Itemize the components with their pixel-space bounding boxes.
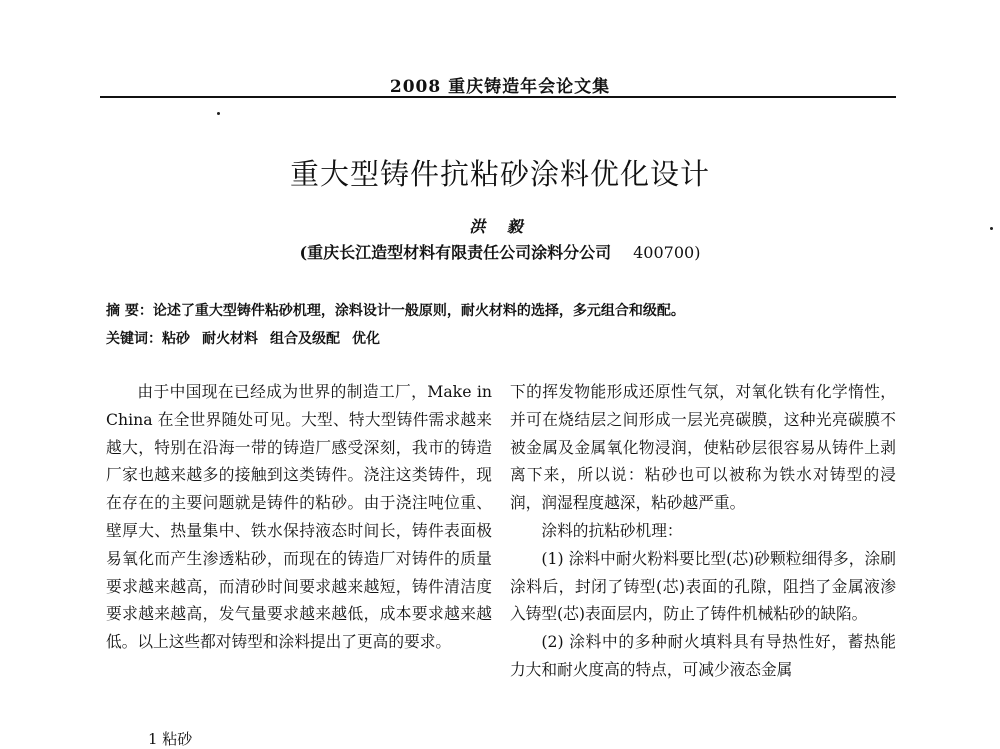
scan-speck — [217, 112, 220, 115]
keywords — [106, 328, 906, 348]
cut-off-section-heading: 1 粘砂 — [148, 730, 193, 748]
affiliation-text: (重庆长江造型材料有限责任公司涂料分公司 — [299, 243, 612, 262]
body-paragraph: 涂料的抗粘砂机理： — [541, 520, 683, 540]
keyword: 优化 — [352, 331, 380, 347]
body-left-column — [106, 378, 492, 656]
keyword: 粘砂 — [162, 331, 190, 347]
abstract-text: 论述了重大型铸件粘砂机理，涂料设计一般原则，耐火材料的选择，多元组合和级配。 — [152, 303, 685, 319]
abstract — [106, 300, 906, 320]
keyword: 耐火材料 — [202, 331, 258, 347]
body-paragraph-continued: 下的挥发物能形成还原性气氛，对氧化铁有化学惰性，并可在烧结层之间形成一层光亮碳膜，这种光亮碳膜不被金属及金属氧化物浸润，使粘砂层很容易从铸件上剥离下来，所以说：粘砂也可以被称为铁水对铸型的浸润，润湿程度越深，粘砂越严重。 — [510, 382, 896, 513]
abstract-label: 摘 要： — [106, 303, 153, 319]
keywords-label: 关键词： — [106, 331, 162, 347]
keyword: 组合及级配 — [270, 331, 340, 347]
body-paragraph: (1) 涂料中耐火粉料要比型(芯)砂颗粒细得多，涂刷涂料后，封闭了铸型(芯)表面的孔隙，阻挡了金属液渗入铸型(芯)表面层内，防止了铸件机械粘砂的缺陷。 — [510, 548, 896, 624]
running-header: 2008 重庆铸造年会论文集 — [389, 77, 611, 97]
author-name: 洪 毅 — [469, 217, 531, 236]
header-rule — [100, 96, 896, 98]
body-paragraph: (2) 涂料中的多种耐火填料具有导热性好，蓄热能力大和耐火度高的特点，可减少液态金属 — [510, 632, 896, 679]
author-affiliation — [0, 240, 1000, 263]
affiliation-postcode: 400700) — [633, 243, 701, 262]
body-paragraph: 由于中国现在已经成为世界的制造工厂，Make in China 在全世界随处可见。大型、特大型铸件需求越来越大，特别在沿海一带的铸造厂感受深刻，我市的铸造厂家也越来越多的接触到这类铸件。浇注这类铸件，现在存在的主要问题就是铸件的粘砂。由于浇注吨位重、壁厚大、热量集中、铁水保持液态时间长，铸件表面极易氧化而产生渗透粘砂，而现在的铸造厂对铸件的质量要求越来越高，而清砂时间要求越来越短，铸件清洁度要求越来越高，发气量要求越来越低，成本要求越来越低。以上这些都对铸型和涂料提出了更高的要求。 — [106, 382, 492, 652]
body-right-column — [510, 378, 896, 684]
paper-title: 重大型铸件抗粘砂涂料优化设计 — [289, 157, 710, 191]
